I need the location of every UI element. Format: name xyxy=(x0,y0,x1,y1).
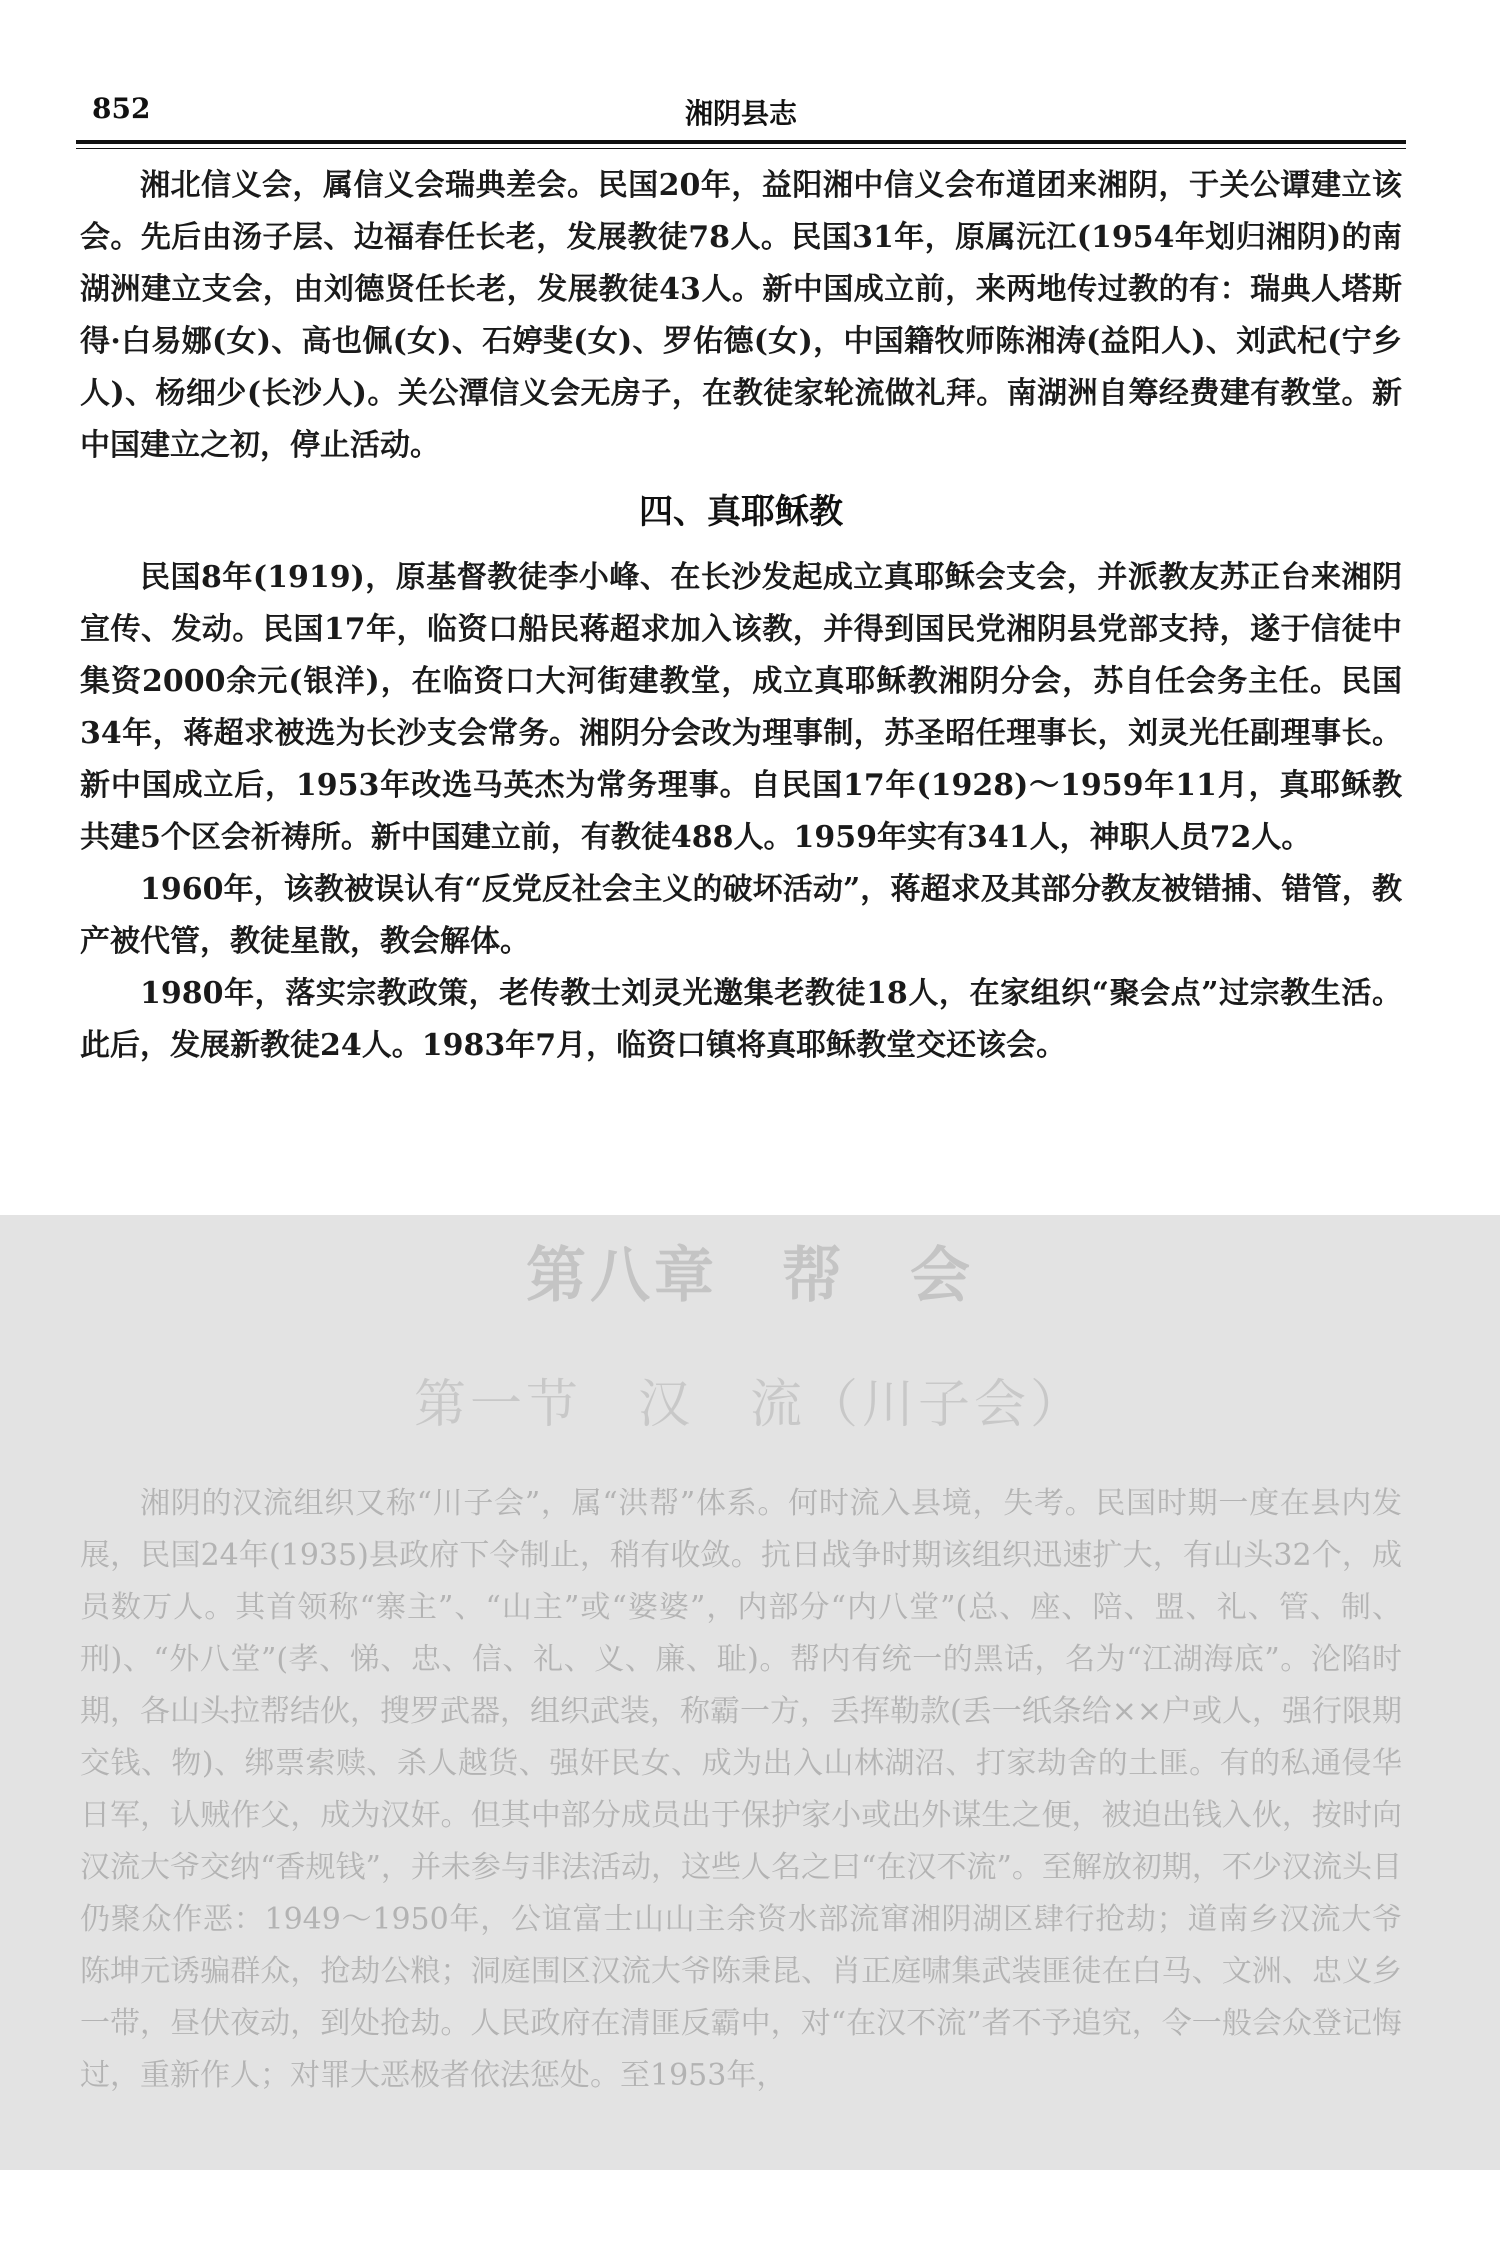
paragraph-true-jesus-3: 1980年，落实宗教政策，老传教士刘灵光邀集老教徒18人，在家组织“聚会点”过宗教生活。此后，发展新教徒24人。1983年7月，临资口镇将真耶稣教堂交还该会。 xyxy=(80,976,1402,1063)
paragraph-true-jesus-2: 1960年，该教被误认有“反党反社会主义的破坏活动”，蒋超求及其部分教友被错捕、错管，教产被代管，教徒星散，教会解体。 xyxy=(80,872,1402,959)
page-number: 852 xyxy=(92,92,151,125)
running-title: 湘阴县志 xyxy=(684,97,797,130)
header-rule-thin xyxy=(76,148,1406,149)
section-heading: 四、真耶稣教 xyxy=(639,492,843,532)
body-text xyxy=(80,160,1402,1072)
faded-body-text xyxy=(80,1478,1402,2102)
chapter-title: 第八章 帮 会 xyxy=(526,1241,974,1311)
paragraph-true-jesus-1: 民国8年(1919)，原基督教徒李小峰、在长沙发起成立真耶稣会支会，并派教友苏正台来湘阴宣传、发动。民国17年，临资口船民蒋超求加入该教，并得到国民党湘阴县党部支持，遂于信徒中集资2000余元(银洋)，在临资口大河街建教堂，成立真耶稣教湘阴分会，苏自任会务主任。民国34年，蒋超求被选为长沙支会常务。湘阴分会改为理事制，苏圣昭任理事长，刘灵光任副理事长。新中国成立后，1953年改选马英杰为常务理事。自民国17年(1928)～1959年11月，真耶稣教共建5个区会祈祷所。新中国建立前，有教徒488人。1959年实有341人，神职人员72人。 xyxy=(80,560,1402,855)
header-rule-thick xyxy=(76,140,1406,144)
chapter-section-title: 第一节 汉 流（川子会） xyxy=(413,1375,1086,1435)
page-header xyxy=(76,92,1406,136)
paragraph-hanliu: 湘阴的汉流组织又称“川子会”，属“洪帮”体系。何时流入县境，失考。民国时期一度在县内发展，民国24年(1935)县政府下令制止，稍有收敛。抗日战争时期该组织迅速扩大，有山头32个，成员数万人。其首领称“寨主”、“山主”或“婆婆”，内部分“内八堂”(总、座、陪、盟、礼、管、制、刑)、“外八堂”(孝、悌、忠、信、礼、义、廉、耻)。帮内有统一的黑话，名为“江湖海底”。沦陷时期，各山头拉帮结伙，搜罗武器，组织武装，称霸一方，丢挥勒款(丢一纸条给××户或人，强行限期交钱、物)、绑票索赎、杀人越货、强奸民女、成为出入山林湖沼、打家劫舍的土匪。有的私通侵华日军，认贼作父，成为汉奸。但其中部分成员出于保护家小或出外谋生之便，被迫出钱入伙，按时向汉流大爷交纳“香规钱”，并未参与非法活动，这些人名之曰“在汉不流”。至解放初期，不少汉流头目仍聚众作恶：1949～1950年，公谊富士山山主余资水部流窜湘阴湖区肆行抢劫；道南乡汉流大爷陈坤元诱骗群众，抢劫公粮；洞庭围区汉流大爷陈秉昆、肖正庭啸集武装匪徒在白马、文洲、忠义乡一带，昼伏夜动，到处抢劫。人民政府在清匪反霸中，对“在汉不流”者不予追究，令一般会众登记悔过，重新作人；对罪大恶极者依法惩处。至1953年， xyxy=(80,1486,1402,2093)
paragraph-xinyi-hui: 湘北信义会，属信义会瑞典差会。民国20年，益阳湘中信义会布道团来湘阴，于关公谭建立该会。先后由汤子层、边福春任长老，发展教徒78人。民国31年，原属沅江(1954年划归湘阴)的南湖洲建立支会，由刘德贤任长老，发展教徒43人。新中国成立前，来两地传过教的有：瑞典人塔斯得·白易娜(女)、高也佩(女)、石婷斐(女)、罗佑德(女)，中国籍牧师陈湘涛(益阳人)、刘武杞(宁乡人)、杨细少(长沙人)。关公潭信义会无房子，在教徒家轮流做礼拜。南湖洲自筹经费建有教堂。新中国建立之初，停止活动。 xyxy=(80,168,1402,463)
